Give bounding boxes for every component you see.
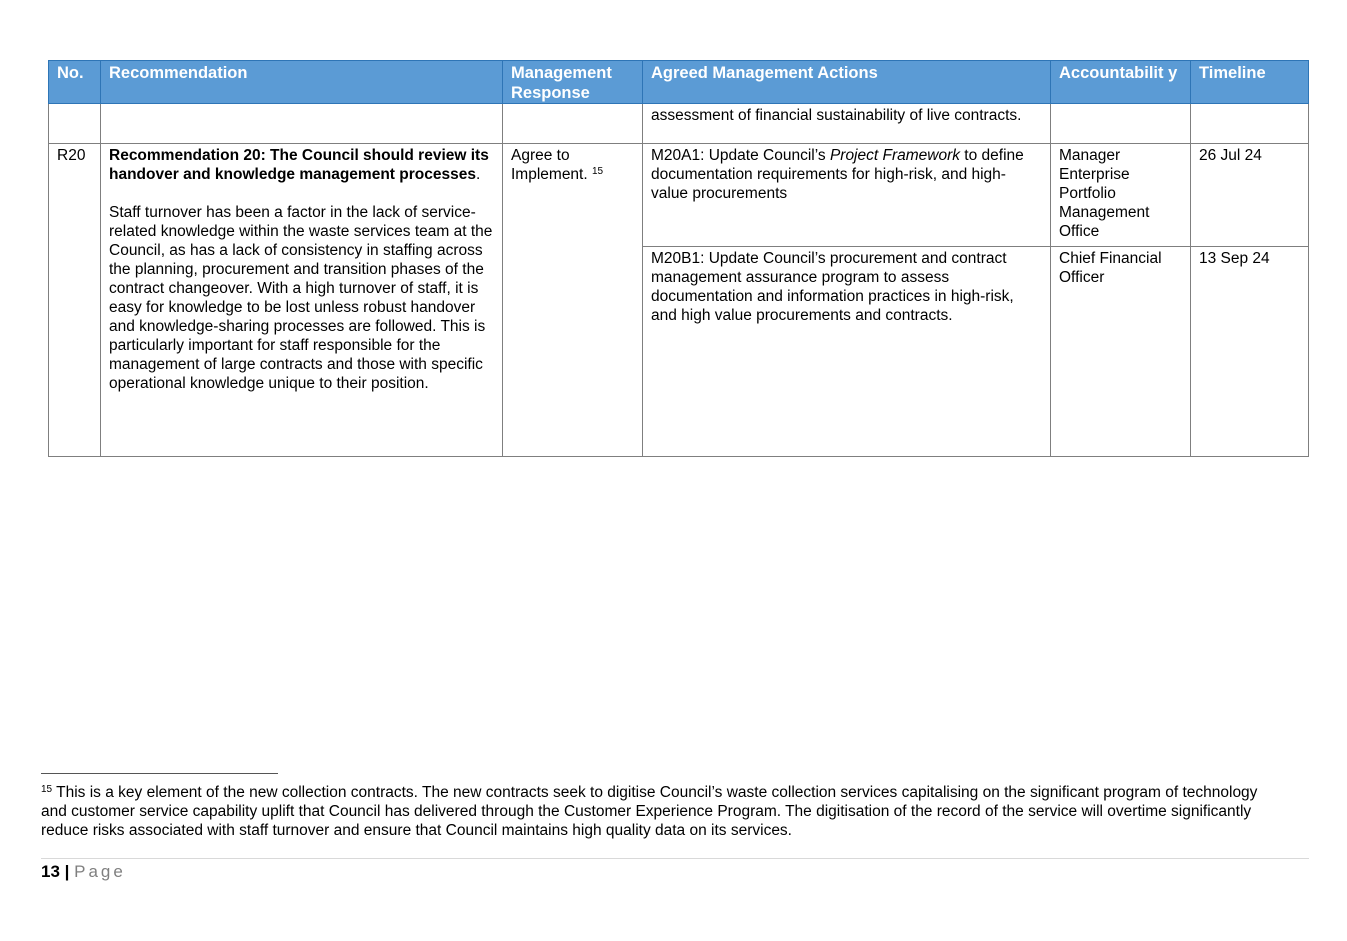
action-m20b1-text: M20B1: Update Council’s procurement and contract management assurance program to assess documentation and information practices in high-risk, and high value procurements and contracts. (651, 250, 1014, 324)
footnote-ref-15[interactable]: 15 (591, 166, 604, 177)
cell-empty (101, 104, 503, 144)
footnote-text: This is a key element of the new collection contracts. The new contracts seek to digitise Council’s waste collection services capitalising on the significant program of technology and customer service capability uplift that Council has delivered through the Customer Experience Program. The digitisation of the record of the service will overtime significantly reduce risks associated with staff turnover and ensure that Council maintains high quality data on its services. (41, 784, 1258, 839)
action-m20a1-italic: Project Framework (829, 147, 960, 164)
header-management-response: Management Response (503, 61, 643, 104)
table-row-r20-a (49, 144, 1309, 247)
action-m20a1 (643, 144, 1051, 247)
page-footer (41, 862, 126, 882)
r20-number: R20 (49, 144, 101, 457)
table-row-continued (49, 104, 1309, 144)
page-separator: | (59, 862, 75, 881)
r20-title-text: Recommendation 20: The Council should review its handover and knowledge management processes (109, 147, 489, 183)
timeline-m20a1: 26 Jul 24 (1191, 144, 1309, 247)
page-number: 13 (41, 862, 60, 881)
cell-empty (503, 104, 643, 144)
cell-empty (1051, 104, 1191, 144)
r20-recommendation (101, 144, 503, 457)
r20-management-response (503, 144, 643, 457)
recommendations-table (48, 60, 1309, 457)
timeline-m20b1: 13 Sep 24 (1191, 247, 1309, 457)
footnote-15 (41, 783, 1281, 840)
r20-response-text: Agree to Implement. (511, 147, 588, 183)
header-accountability: Accountabilit y (1051, 61, 1191, 104)
cell-empty (1191, 104, 1309, 144)
r20-recommendation-title (109, 146, 494, 184)
footer-divider (41, 858, 1309, 859)
action-m20b1 (643, 247, 1051, 457)
continued-action-text: assessment of financial sustainability of live contracts. (643, 104, 1051, 144)
header-no: No. (49, 61, 101, 104)
accountability-m20a1: Manager Enterprise Portfolio Management Office (1051, 144, 1191, 247)
accountability-m20b1: Chief Financial Officer (1051, 247, 1191, 457)
header-recommendation: Recommendation (101, 61, 503, 104)
r20-title-end: . (475, 166, 481, 183)
r20-recommendation-body: Staff turnover has been a factor in the lack of service-related knowledge within the waste services team at the Council, as has a lack of consistency in staffing across the planning, procurement and transition phases of the contract changeover. With a high turnover of staff, it is easy for knowledge to be lost unless robust handover and knowledge-sharing processes are followed. This is particularly important for staff responsible for the management of large contracts and those with specific operational knowledge unique to their position. (109, 204, 493, 392)
footnote-separator (41, 773, 278, 774)
page-label: Page (74, 862, 126, 881)
action-m20a1-text: M20A1: Update Council’s (651, 147, 830, 164)
footnote-marker: 15 (41, 784, 53, 795)
action-m20a1-text-end: to define documentation requirements for high-risk, and high-value procurements (651, 147, 1024, 202)
cell-empty (49, 104, 101, 144)
header-timeline: Timeline (1191, 61, 1309, 104)
table-header-row (49, 61, 1309, 104)
header-agreed-actions: Agreed Management Actions (643, 61, 1051, 104)
